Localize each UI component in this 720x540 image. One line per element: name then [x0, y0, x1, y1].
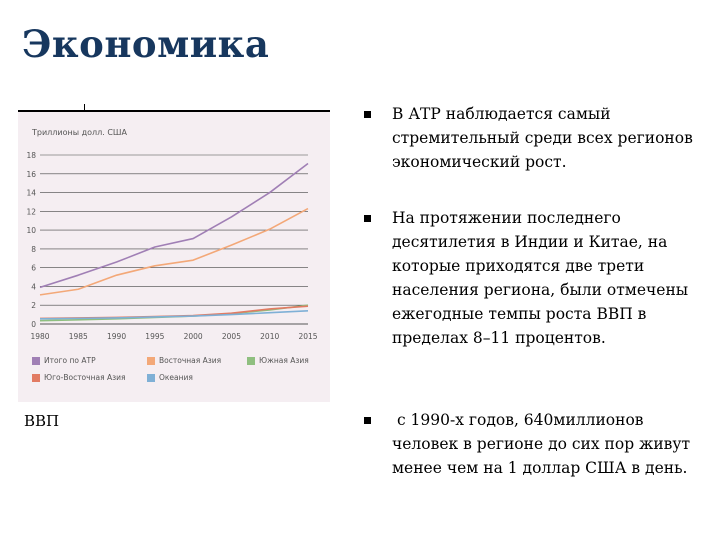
- legend-label: Итого по АТР: [44, 356, 96, 365]
- series-line: [40, 163, 308, 287]
- y-tick-label: 12: [26, 207, 36, 217]
- legend-label: Южная Азия: [259, 356, 309, 365]
- legend-item: [32, 373, 125, 382]
- x-tick-label: 1980: [30, 332, 50, 341]
- legend-item: [247, 356, 309, 365]
- legend-label: Юго-Восточная Азия: [44, 373, 126, 382]
- legend-item: [147, 373, 193, 382]
- legend-label: Океания: [159, 373, 193, 382]
- slide-title: Экономика: [22, 22, 270, 66]
- bullet-item: [364, 408, 704, 480]
- y-tick-label: 0: [31, 320, 36, 329]
- legend-item: [32, 356, 96, 365]
- gdp-caption: ВВП: [24, 412, 60, 430]
- y-tick-label: 14: [26, 188, 36, 198]
- y-tick-label: 16: [26, 169, 36, 179]
- bullet-square-icon: [364, 215, 371, 222]
- x-tick-label: 2010: [260, 332, 280, 341]
- x-tick-label: 1995: [145, 332, 165, 341]
- x-tick-label: 1990: [107, 332, 127, 341]
- y-tick-label: 6: [31, 263, 36, 273]
- bullet-item: [364, 102, 704, 174]
- chart-panel: [18, 112, 330, 402]
- x-tick-label: 1985: [68, 332, 88, 341]
- x-tick-label: 2005: [221, 332, 241, 341]
- y-tick-label: 8: [31, 244, 36, 254]
- legend-swatch: [247, 357, 255, 365]
- legend-swatch: [147, 374, 155, 382]
- bullet-square-icon: [364, 111, 371, 118]
- rule-tick: [84, 104, 85, 111]
- series-line: [40, 209, 308, 295]
- bullet-text: В АТР наблюдается самый стремительный среди всех регионов экономический рост.: [392, 105, 693, 171]
- y-axis-title: Триллионы долл. США: [32, 128, 127, 137]
- legend-item: [147, 356, 221, 365]
- x-tick-label: 2000: [183, 332, 203, 341]
- x-tick-label: 2015: [298, 332, 318, 341]
- y-tick-label: 2: [31, 301, 36, 311]
- legend-swatch: [147, 357, 155, 365]
- y-tick-label: 4: [31, 282, 36, 292]
- bullet-text: На протяжении последнего десятилетия в Индии и Китае, на которые приходятся две трети населения региона, были отмечены ежегодные темпы роста ВВП в пределах 8–11 процентов.: [392, 209, 689, 347]
- y-tick-label: 10: [26, 226, 36, 236]
- bullet-text: с 1990-х годов, 640миллионов человек в регионе до сих пор живут менее чем на 1 доллар США в день.: [392, 411, 696, 477]
- y-tick-label: 18: [26, 151, 36, 160]
- series-line: [40, 311, 308, 319]
- legend-swatch: [32, 357, 40, 365]
- bullet-item: [364, 206, 704, 350]
- legend-swatch: [32, 374, 40, 382]
- legend-label: Восточная Азия: [159, 356, 222, 365]
- bullet-square-icon: [364, 417, 371, 424]
